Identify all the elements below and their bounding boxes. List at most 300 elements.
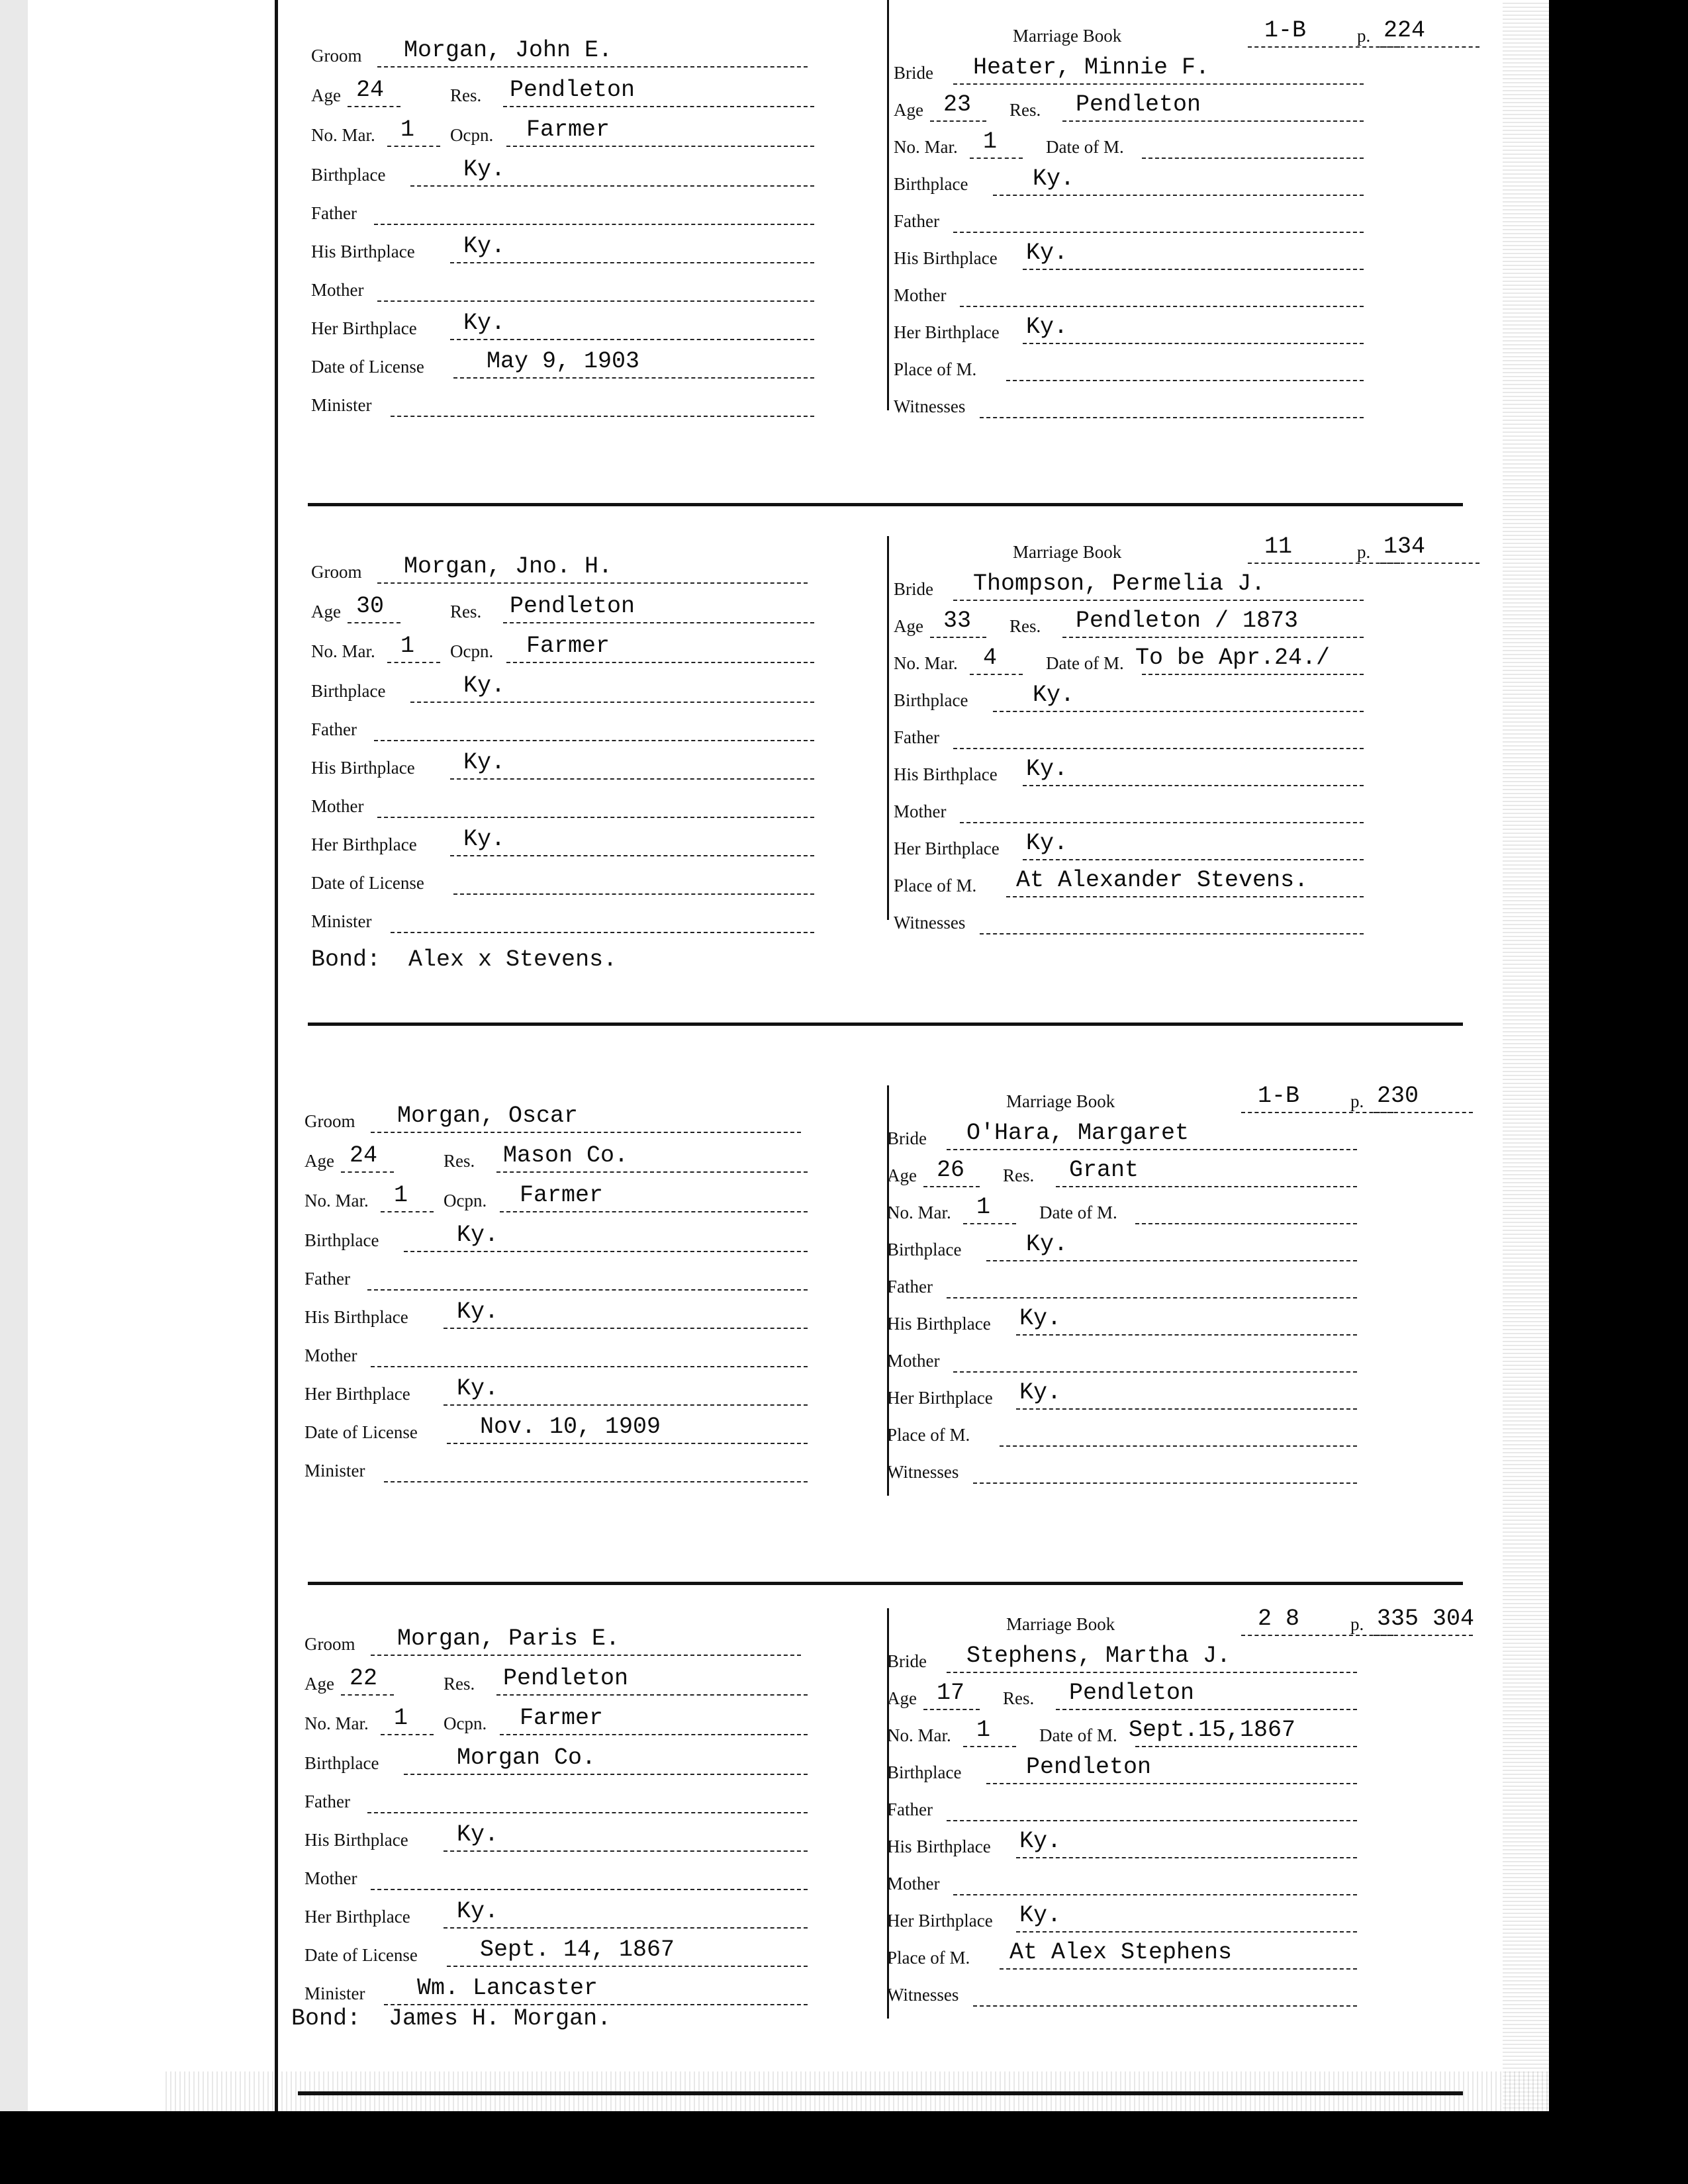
fill-line	[1016, 1857, 1357, 1858]
bride-field-birthplace	[887, 1756, 1403, 1788]
bride-field-no-mar	[894, 128, 1410, 163]
fill-line	[371, 1889, 808, 1890]
fill-line	[986, 1783, 1357, 1784]
groom-label-no-mar: No. Mar.	[311, 125, 375, 145]
groom-field-her-birthplace	[311, 312, 827, 344]
bride-label-her-birthplace: Her Birthplace	[894, 322, 1000, 342]
bride-label-p: p.	[1350, 1091, 1364, 1111]
bride-value-page: 134	[1383, 533, 1426, 560]
fill-line	[1142, 158, 1364, 159]
bride-value-bride-her-birthplace: Ky.	[1019, 1379, 1062, 1406]
bride-label-age: Age	[894, 100, 923, 120]
fill-line	[503, 622, 814, 623]
bride-label-bride: Bride	[887, 1651, 927, 1671]
groom-label-date-of-license: Date of License	[311, 873, 424, 893]
bride-label-p: p.	[1357, 542, 1371, 562]
bride-field-bride	[887, 1645, 1403, 1677]
fill-line	[973, 2005, 1357, 2007]
fill-line	[953, 600, 1364, 601]
groom-label-his-birthplace: His Birthplace	[305, 1830, 408, 1850]
bride-field-mother	[887, 1868, 1403, 1899]
fill-line	[500, 1734, 808, 1735]
fill-line	[506, 146, 814, 147]
bride-label-his-birthplace: His Birthplace	[894, 248, 998, 268]
bride-label-marriage-book: Marriage Book	[1013, 26, 1122, 46]
groom-field-age	[311, 79, 827, 111]
groom-label-date-of-license: Date of License	[311, 357, 424, 377]
bride-label-his-birthplace: His Birthplace	[887, 1314, 991, 1334]
bride-field-mother	[887, 1345, 1403, 1377]
groom-field-mother	[311, 274, 827, 306]
fill-line	[450, 262, 814, 263]
fill-line	[450, 339, 814, 340]
groom-field-date-of-license	[305, 1416, 821, 1448]
marriage-record-card	[0, 13, 1523, 516]
bride-label-date-of-m: Date of M.	[1039, 1203, 1117, 1222]
groom-value-groom-her-birthplace: Ky.	[457, 1898, 499, 1925]
fill-line	[953, 83, 1364, 85]
fill-line	[986, 1260, 1357, 1261]
fill-line	[947, 1820, 1357, 1821]
fill-line	[1062, 120, 1364, 122]
groom-field-his-birthplace	[305, 1298, 821, 1333]
groom-field-father	[311, 713, 827, 745]
bride-label-res: Res.	[1009, 100, 1041, 120]
groom-label-mother: Mother	[305, 1868, 357, 1888]
bride-label-no-mar: No. Mar.	[894, 653, 958, 673]
bride-field-witnesses	[887, 1979, 1403, 2011]
groom-label-her-birthplace: Her Birthplace	[311, 318, 417, 338]
fill-line	[960, 822, 1364, 823]
bride-value-bride-res: Pendleton / 1873	[1076, 608, 1299, 634]
bride-label-place-of-m: Place of M.	[887, 1425, 970, 1445]
fill-line	[444, 1927, 808, 1929]
bride-field-no-mar	[887, 1194, 1403, 1228]
marriage-record-card	[0, 1079, 1523, 1582]
fill-line	[953, 748, 1364, 749]
bride-value-book: 1-B	[1264, 17, 1307, 44]
groom-field-birthplace	[311, 672, 827, 707]
groom-label-res: Res.	[444, 1151, 475, 1171]
fill-line	[341, 1171, 394, 1173]
fill-line	[453, 893, 814, 895]
groom-value-groom-her-birthplace: Ky.	[463, 826, 506, 852]
fill-line	[348, 106, 400, 107]
fill-line	[503, 106, 814, 107]
groom-label-his-birthplace: His Birthplace	[311, 242, 415, 261]
bride-field-witnesses	[894, 907, 1410, 938]
fill-line	[1006, 896, 1364, 897]
groom-value-groom-his-birthplace: Ky.	[457, 1298, 499, 1325]
bride-value-bride: Thompson, Permelia J.	[973, 570, 1266, 597]
fill-line	[377, 300, 814, 302]
fill-line	[506, 662, 814, 663]
fill-line	[930, 637, 986, 638]
bride-label-mother: Mother	[894, 801, 947, 821]
fill-line	[953, 1371, 1357, 1373]
scan-edge-right	[1549, 0, 1688, 2184]
bride-field-bride	[894, 570, 1410, 605]
fill-line	[1016, 1931, 1357, 1933]
fill-line	[496, 1694, 808, 1696]
groom-value-groom-no-mar: 1	[394, 1182, 408, 1208]
groom-field-date-of-license	[305, 1936, 821, 1971]
bride-label-birthplace: Birthplace	[887, 1762, 962, 1782]
bride-field-bride	[887, 1122, 1403, 1154]
bride-label-bride: Bride	[887, 1128, 927, 1148]
bride-value-book: 2 8	[1258, 1606, 1300, 1632]
fill-line	[1374, 1635, 1473, 1636]
bride-label-age: Age	[887, 1165, 917, 1185]
groom-value-groom-ocpn: Farmer	[520, 1705, 604, 1731]
bride-value-bride-his-birthplace: Ky.	[1026, 756, 1068, 782]
fill-line	[947, 1672, 1357, 1673]
fill-line	[923, 1709, 980, 1710]
bride-value-page: 335 304	[1377, 1606, 1475, 1632]
bride-label-her-birthplace: Her Birthplace	[894, 839, 1000, 858]
fill-line	[371, 1132, 801, 1133]
bride-label-date-of-m: Date of M.	[1046, 137, 1124, 157]
bride-label-witnesses: Witnesses	[894, 396, 966, 416]
bride-value-bride-her-birthplace: Ky.	[1026, 314, 1068, 340]
fill-line	[391, 932, 814, 933]
bride-value-bride-age: 23	[943, 91, 972, 118]
bride-label-bride: Bride	[894, 63, 933, 83]
bride-value-bride-no-mar: 1	[976, 1717, 991, 1743]
bride-value-date-of-m: Sept.15,1867	[1129, 1717, 1296, 1743]
fill-line	[367, 1812, 808, 1813]
bride-value-place-of-m: At Alexander Stevens.	[1016, 867, 1309, 893]
fill-line	[1380, 563, 1479, 564]
groom-label-her-birthplace: Her Birthplace	[305, 1384, 410, 1404]
groom-value-groom-her-birthplace: Ky.	[457, 1375, 499, 1402]
bride-field-mother	[894, 279, 1410, 311]
groom-field-groom	[305, 1625, 821, 1660]
fill-line	[980, 933, 1364, 934]
groom-label-ocpn: Ocpn.	[450, 125, 494, 145]
groom-field-father	[311, 197, 827, 229]
bride-value-book: 1-B	[1258, 1083, 1300, 1109]
groom-label-birthplace: Birthplace	[311, 165, 386, 185]
bride-field-marriage-book	[1006, 1085, 1523, 1117]
bride-label-p: p.	[1357, 26, 1371, 46]
groom-value-groom-birthplace: Ky.	[457, 1222, 499, 1248]
bride-value-bride-birthplace: Ky.	[1033, 165, 1075, 192]
fill-line	[348, 622, 400, 623]
groom-label-groom: Groom	[305, 1111, 355, 1131]
bride-label-age: Age	[887, 1688, 917, 1708]
groom-value-groom: Morgan, Oscar	[397, 1103, 579, 1129]
groom-label-age: Age	[311, 602, 341, 621]
bride-value-bride-res: Grant	[1069, 1157, 1139, 1183]
bride-label-witnesses: Witnesses	[894, 913, 966, 933]
bride-field-her-birthplace	[894, 830, 1410, 864]
fill-line	[496, 1171, 808, 1173]
bride-value-book: 11	[1264, 533, 1293, 560]
groom-value-groom-res: Pendleton	[503, 1665, 629, 1692]
fill-line	[980, 417, 1364, 418]
bride-label-p: p.	[1350, 1614, 1364, 1634]
groom-label-minister: Minister	[311, 395, 372, 415]
fill-line	[450, 855, 814, 856]
groom-field-minister	[311, 905, 827, 937]
bride-field-no-mar	[887, 1719, 1403, 1751]
groom-label-date-of-license: Date of License	[305, 1945, 418, 1965]
fill-line	[1248, 563, 1400, 564]
fill-line	[377, 817, 814, 818]
fill-line	[377, 582, 808, 584]
groom-value-groom-his-birthplace: Ky.	[463, 749, 506, 776]
groom-label-his-birthplace: His Birthplace	[311, 758, 415, 778]
groom-label-res: Res.	[450, 602, 482, 621]
bride-field-place-of-m	[887, 1419, 1403, 1451]
fill-line	[1056, 1709, 1357, 1710]
fill-line	[963, 1223, 1016, 1224]
fill-line	[410, 185, 814, 187]
bride-field-bride	[894, 54, 1410, 89]
bride-label-mother: Mother	[887, 1874, 940, 1893]
groom-field-groom	[305, 1105, 821, 1137]
groom-value-groom-birthplace: Ky.	[463, 672, 506, 699]
groom-field-mother	[311, 790, 827, 822]
fill-line	[963, 1746, 1016, 1747]
fill-line	[1056, 1186, 1357, 1187]
bride-label-father: Father	[894, 727, 939, 747]
bride-field-birthplace	[887, 1231, 1403, 1265]
groom-value-date-of-license: Sept. 14, 1867	[480, 1936, 675, 1963]
bride-label-witnesses: Witnesses	[887, 1462, 959, 1482]
bride-label-res: Res.	[1009, 616, 1041, 636]
bond-note: Bond: Alex x Stevens.	[311, 946, 618, 973]
bride-field-his-birthplace	[894, 242, 1410, 274]
bride-value-bride-res: Pendleton	[1069, 1680, 1195, 1706]
fill-line	[341, 1694, 394, 1696]
fill-line	[993, 711, 1364, 712]
groom-label-birthplace: Birthplace	[305, 1753, 379, 1773]
groom-field-birthplace	[305, 1747, 821, 1779]
groom-label-no-mar: No. Mar.	[305, 1713, 369, 1733]
groom-value-groom: Morgan, Paris E.	[397, 1625, 620, 1652]
groom-label-groom: Groom	[311, 46, 362, 66]
fill-line	[960, 306, 1364, 307]
fill-line	[973, 1482, 1357, 1484]
groom-value-groom-res: Pendleton	[510, 593, 635, 619]
bride-field-father	[887, 1794, 1403, 1825]
groom-label-no-mar: No. Mar.	[305, 1191, 369, 1210]
bride-field-her-birthplace	[887, 1379, 1403, 1414]
groom-label-age: Age	[311, 85, 341, 105]
bride-label-father: Father	[887, 1277, 933, 1297]
fill-line	[384, 1481, 808, 1482]
bride-label-no-mar: No. Mar.	[894, 137, 958, 157]
bride-value-bride-birthplace: Ky.	[1033, 682, 1075, 708]
groom-label-mother: Mother	[305, 1345, 357, 1365]
fill-line	[953, 1894, 1357, 1895]
groom-field-date-of-license	[311, 867, 827, 899]
fill-line	[970, 158, 1023, 159]
bride-field-birthplace	[894, 684, 1410, 716]
groom-field-her-birthplace	[305, 1375, 821, 1410]
fill-line	[404, 1774, 808, 1775]
bride-label-marriage-book: Marriage Book	[1013, 542, 1122, 562]
groom-value-groom-his-birthplace: Ky.	[457, 1821, 499, 1848]
bride-label-place-of-m: Place of M.	[887, 1948, 970, 1968]
groom-field-his-birthplace	[311, 749, 827, 784]
groom-label-mother: Mother	[311, 280, 364, 300]
fill-line	[1135, 1223, 1357, 1224]
bride-label-witnesses: Witnesses	[887, 1985, 959, 2005]
bride-field-marriage-book	[1013, 533, 1529, 568]
fill-line	[1374, 1112, 1473, 1113]
bride-value-bride-his-birthplace: Ky.	[1026, 240, 1068, 266]
groom-label-ocpn: Ocpn.	[444, 1713, 487, 1733]
groom-value-date-of-license: May 9, 1903	[487, 348, 640, 375]
groom-label-minister: Minister	[305, 1461, 365, 1480]
bride-value-bride-his-birthplace: Ky.	[1019, 1828, 1062, 1854]
fill-line	[404, 1251, 808, 1252]
fill-line	[367, 1289, 808, 1291]
bride-field-marriage-book	[1013, 17, 1529, 52]
groom-label-groom: Groom	[311, 562, 362, 582]
fill-line	[374, 224, 814, 225]
groom-value-groom-res: Pendleton	[510, 77, 635, 103]
groom-value-groom-no-mar: 1	[400, 116, 415, 143]
bride-label-bride: Bride	[894, 579, 933, 599]
bride-field-his-birthplace	[894, 758, 1410, 790]
groom-label-groom: Groom	[305, 1634, 355, 1654]
groom-field-mother	[305, 1340, 821, 1371]
groom-field-groom	[311, 553, 827, 588]
fill-line	[453, 377, 814, 379]
groom-value-groom-ocpn: Farmer	[520, 1182, 604, 1208]
bride-field-her-birthplace	[894, 316, 1410, 348]
groom-field-birthplace	[305, 1224, 821, 1256]
groom-value-groom-no-mar: 1	[394, 1705, 408, 1731]
groom-field-father	[305, 1263, 821, 1295]
groom-field-age	[305, 1142, 821, 1177]
groom-field-no-mar	[311, 635, 827, 667]
bride-value-page: 230	[1377, 1083, 1419, 1109]
bride-label-birthplace: Birthplace	[894, 174, 968, 194]
fill-line	[1062, 637, 1364, 638]
fill-line	[387, 662, 440, 663]
fill-line	[923, 1186, 980, 1187]
groom-value-date-of-license: Nov. 10, 1909	[480, 1414, 661, 1440]
groom-field-birthplace	[311, 156, 827, 191]
bride-field-no-mar	[894, 647, 1410, 679]
groom-value-groom: Morgan, John E.	[404, 37, 613, 64]
bride-label-her-birthplace: Her Birthplace	[887, 1388, 993, 1408]
groom-label-age: Age	[305, 1674, 334, 1694]
fill-line	[1000, 1968, 1357, 1970]
bond-note: Bond: James H. Morgan.	[291, 2005, 612, 2032]
groom-label-minister: Minister	[311, 911, 372, 931]
fill-line	[947, 1149, 1357, 1150]
bride-field-place-of-m	[894, 867, 1410, 901]
bride-field-age	[894, 610, 1410, 642]
groom-field-minister	[311, 389, 827, 421]
groom-label-mother: Mother	[311, 796, 364, 816]
bride-label-mother: Mother	[887, 1351, 940, 1371]
fill-line	[1142, 674, 1364, 675]
column-divider	[887, 0, 889, 410]
groom-value-minister: Wm. Lancaster	[417, 1975, 598, 2001]
scan-edge-bottom	[0, 2111, 1688, 2184]
bride-field-birthplace	[894, 165, 1410, 200]
bride-field-place-of-m	[894, 353, 1410, 385]
bride-field-his-birthplace	[887, 1305, 1403, 1340]
bride-value-place-of-m: At Alex Stephens	[1009, 1939, 1233, 1966]
bride-label-res: Res.	[1003, 1688, 1035, 1708]
fill-line	[377, 66, 808, 68]
groom-label-ocpn: Ocpn.	[450, 641, 494, 661]
groom-value-groom: Morgan, Jno. H.	[404, 553, 613, 580]
fill-line	[1016, 1408, 1357, 1410]
bride-value-page: 224	[1383, 17, 1426, 44]
bride-label-place-of-m: Place of M.	[894, 359, 977, 379]
bride-label-her-birthplace: Her Birthplace	[887, 1911, 993, 1931]
fill-line	[371, 1366, 808, 1367]
fill-line	[444, 1404, 808, 1406]
groom-label-father: Father	[311, 719, 357, 739]
bride-label-birthplace: Birthplace	[887, 1240, 962, 1259]
bride-value-bride-age: 26	[937, 1157, 965, 1183]
bride-value-bride-her-birthplace: Ky.	[1026, 830, 1068, 856]
bride-field-his-birthplace	[887, 1828, 1403, 1862]
groom-value-groom-age: 24	[350, 1142, 378, 1169]
fill-line	[371, 1655, 801, 1656]
bride-value-bride-her-birthplace: Ky.	[1019, 1902, 1062, 1929]
fill-line	[447, 1443, 808, 1444]
fill-line	[1016, 1334, 1357, 1336]
groom-label-her-birthplace: Her Birthplace	[305, 1907, 410, 1927]
fill-line	[387, 146, 440, 147]
fill-line	[1241, 1635, 1393, 1636]
groom-field-date-of-license	[311, 348, 827, 383]
bride-value-bride-res: Pendleton	[1076, 91, 1201, 118]
groom-label-his-birthplace: His Birthplace	[305, 1307, 408, 1327]
bride-value-bride-birthplace: Ky.	[1026, 1231, 1068, 1257]
fill-line	[410, 702, 814, 703]
bride-value-bride: Stephens, Martha J.	[966, 1643, 1231, 1669]
bride-value-date-of-m: To be Apr.24./	[1135, 645, 1331, 671]
fill-line	[391, 416, 814, 417]
fill-line	[1023, 785, 1364, 786]
fill-line	[1023, 343, 1364, 344]
bride-field-age	[887, 1157, 1403, 1191]
fill-line	[1023, 859, 1364, 860]
groom-label-minister: Minister	[305, 1983, 365, 2003]
bride-label-place-of-m: Place of M.	[894, 876, 977, 895]
fill-line	[1006, 380, 1364, 381]
bride-field-age	[894, 91, 1410, 126]
marriage-record-card	[0, 1602, 1523, 2105]
bride-value-bride: Heater, Minnie F.	[973, 54, 1210, 81]
groom-field-no-mar	[305, 1182, 821, 1216]
bride-label-mother: Mother	[894, 285, 947, 305]
bride-value-bride-no-mar: 4	[983, 645, 998, 671]
column-divider	[887, 536, 889, 920]
groom-label-no-mar: No. Mar.	[311, 641, 375, 661]
groom-label-birthplace: Birthplace	[305, 1230, 379, 1250]
groom-field-no-mar	[311, 116, 827, 151]
fill-line	[1135, 1746, 1357, 1747]
bride-label-age: Age	[894, 616, 923, 636]
groom-label-her-birthplace: Her Birthplace	[311, 835, 417, 854]
groom-label-birthplace: Birthplace	[311, 681, 386, 701]
groom-value-groom-ocpn: Farmer	[526, 633, 610, 659]
fill-line	[450, 778, 814, 780]
